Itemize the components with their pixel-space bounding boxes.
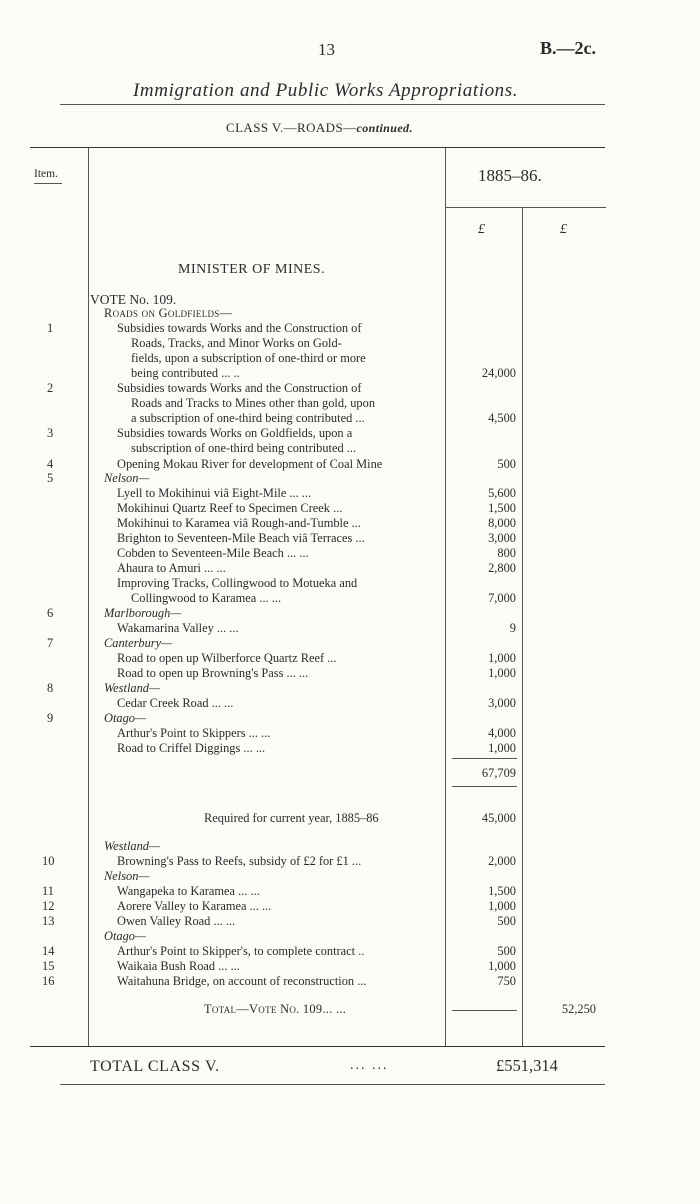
item-amount: 500 [497,914,516,928]
item-desc-line: Cedar Creek Road ... ... [117,696,234,710]
class-total-amount: £551,314 [496,1056,558,1075]
region-heading: Westland— [104,839,160,853]
roads-heading: Roads on Goldfields— [104,306,233,320]
year-header: 1885–86. [478,166,542,185]
item-number: 12 [42,899,55,913]
vote-heading: VOTE No. 109. [90,292,177,307]
item-number: 4 [47,457,54,471]
item-number: 9 [47,711,54,725]
item-amount: 4,000 [488,726,516,740]
item-amount: 4,500 [488,411,516,425]
item-desc-line: Subsidies towards Works on Goldfields, upon a [117,426,353,440]
item-number: 6 [47,606,54,620]
class-total-label: TOTAL CLASS V. [90,1058,220,1075]
item-amount: 3,000 [488,696,516,710]
item-amount: 1,000 [488,959,516,973]
item-desc-line: Road to open up Wilberforce Quartz Reef ... [117,651,337,665]
item-desc-line: Lyell to Mokihinui viâ Eight-Mile ... ... [117,486,312,500]
item-amount: 800 [497,546,516,560]
item-amount: 9 [509,621,516,635]
item-amount: 7,000 [488,591,516,605]
rule [60,104,605,105]
currency-symbol-amount: £ [478,222,485,237]
item-amount: 2,800 [488,561,516,575]
item-number: 16 [42,974,55,988]
page-bottom-rule [60,1084,605,1085]
table-bottom-rule [30,1046,605,1047]
year-underline [446,207,606,208]
required-amount: 45,000 [481,811,516,825]
currency-symbol-total: £ [560,222,567,237]
item-number: 1 [47,321,54,335]
class-title: CLASS V.—ROADS— [226,120,357,135]
item-desc-line: Road to Criffel Diggings ... ... [117,741,266,755]
page-number: 13 [318,40,335,59]
item-desc-line: Roads, Tracks, and Minor Works on Gold- [131,336,342,350]
vote-total-label: Total—Vote No. 109... ... [204,1002,347,1016]
item-amount: 750 [497,974,516,988]
class-heading [226,120,413,136]
item-number: 14 [42,944,55,958]
region-heading: Westland— [104,681,160,695]
item-column-divider [88,148,89,1046]
item-desc-line: Subsidies towards Works and the Construction of [117,381,362,395]
item-amount: 1,000 [488,651,516,665]
item-desc-line: Subsidies towards Works and the Construction of [117,321,362,335]
item-amount: 5,600 [488,486,516,500]
item-column-header: Item. [34,168,58,180]
item-number: 5 [47,471,54,485]
item-number: 11 [42,884,54,898]
item-amount: 1,000 [488,899,516,913]
vote-total-rule [452,1010,517,1011]
item-desc-line: Ahaura to Amuri ... ... [117,561,226,575]
page-title: Immigration and Public Works Appropriations. [133,80,519,101]
region-heading: Nelson— [104,869,150,883]
subtotal-amount: 67,709 [481,766,516,780]
vote-total-amount: 52,250 [561,1002,596,1016]
item-desc-line: Collingwood to Karamea ... ... [131,591,282,605]
class-total-dots: ... ... [350,1058,389,1073]
item-desc-line: Arthur's Point to Skipper's, to complete contract .. [117,944,365,958]
item-desc-line: Mokihinui Quartz Reef to Specimen Creek ... [117,501,343,515]
item-amount: 500 [497,457,516,471]
item-desc-line: Aorere Valley to Karamea ... ... [117,899,272,913]
item-desc-line: subscription of one-third being contributed ... [131,441,357,455]
item-desc-line: Waikaia Bush Road ... ... [117,959,240,973]
item-desc-line: Cobden to Seventeen-Mile Beach ... ... [117,546,309,560]
item-desc-line: fields, upon a subscription of one-third or more [131,351,366,365]
item-amount: 1,500 [488,884,516,898]
item-number: 15 [42,959,55,973]
item-number: 10 [42,854,55,868]
item-desc-line: a subscription of one-third being contributed ... [131,411,365,425]
region-heading: Marlborough— [104,606,182,620]
total-column-divider [522,208,523,1046]
item-amount: 1,000 [488,741,516,755]
subtotal-underline [452,786,517,787]
item-amount: 3,000 [488,531,516,545]
item-desc-line: Owen Valley Road ... ... [117,914,236,928]
item-number: 3 [47,426,54,440]
item-amount: 1,000 [488,666,516,680]
item-amount: 24,000 [481,366,516,380]
region-heading: Nelson— [104,471,150,485]
item-amount: 2,000 [488,854,516,868]
item-desc-line: Wangapeka to Karamea ... ... [117,884,260,898]
item-number: 7 [47,636,54,650]
item-number: 13 [42,914,55,928]
item-amount: 500 [497,944,516,958]
table-top-rule [30,147,605,148]
region-heading: Canterbury— [104,636,173,650]
item-desc-line: Road to open up Browning's Pass ... ... [117,666,309,680]
item-desc-line: Opening Mokau River for development of Coal Mine [117,457,383,471]
item-desc-line: Improving Tracks, Collingwood to Motueka and [117,576,358,590]
item-amount: 8,000 [488,516,516,530]
region-heading: Otago— [104,711,146,725]
item-desc-line: Mokihinui to Karamea viâ Rough-and-Tumble ... [117,516,361,530]
item-header-underline [34,183,62,184]
required-label: Required for current year, 1885–86 [204,811,379,825]
minister-heading: MINISTER OF MINES. [178,262,326,277]
class-continued: continued. [356,121,413,135]
item-amount: 1,500 [488,501,516,515]
item-desc-line: Browning's Pass to Reefs, subsidy of £2 for £1 ... [117,854,362,868]
item-desc-line: Waitahuna Bridge, on account of reconstruction ... [117,974,367,988]
item-number: 8 [47,681,54,695]
item-desc-line: being contributed ... .. [131,366,240,380]
item-desc-line: Brighton to Seventeen-Mile Beach viâ Terraces ... [117,531,365,545]
item-desc-line: Roads and Tracks to Mines other than gold, upon [131,396,376,410]
region-heading: Otago— [104,929,146,943]
document-reference: B.—2c. [540,38,596,58]
subtotal-rule [452,758,517,759]
item-desc-line: Wakamarina Valley ... ... [117,621,239,635]
item-desc-line: Arthur's Point to Skippers ... ... [117,726,271,740]
item-number: 2 [47,381,54,395]
